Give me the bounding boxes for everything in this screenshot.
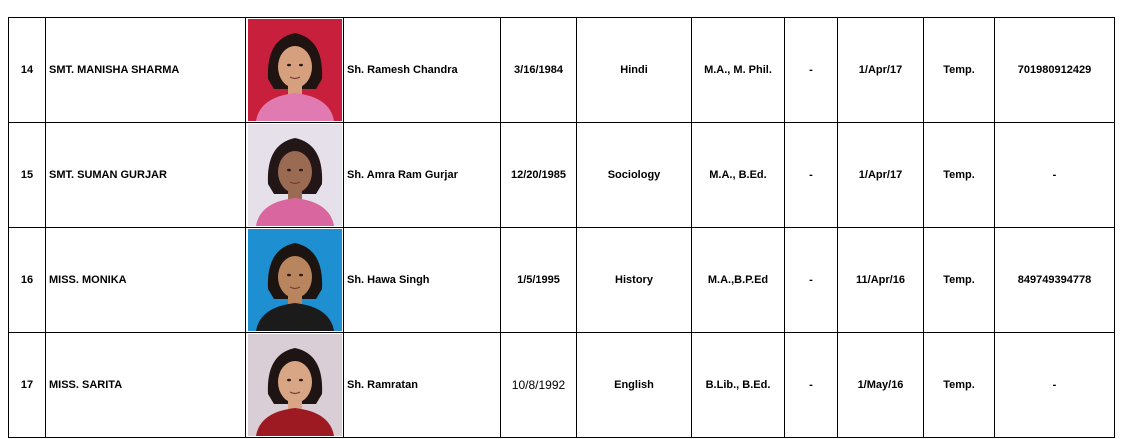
table-row [9,123,1115,228]
id-number-cell: 849749394778 [995,228,1115,333]
father-name-cell: Sh. Ramesh Chandra [344,18,501,123]
staff-photo [248,19,342,121]
subject-cell: Sociology [577,123,692,228]
blank-cell: - [785,228,838,333]
status-cell: Temp. [924,123,995,228]
qualification-cell: B.Lib., B.Ed. [692,333,785,438]
name-cell: SMT. SUMAN GURJAR [46,123,246,228]
dob-cell: 10/8/1992 [501,333,577,438]
joining-date-cell: 1/May/16 [838,333,924,438]
blank-cell: - [785,18,838,123]
blank-cell: - [785,123,838,228]
staff-table [8,17,1115,438]
staff-photo [248,334,342,436]
dob-cell: 1/5/1995 [501,228,577,333]
table-row [9,333,1115,438]
status-cell: Temp. [924,228,995,333]
id-number-cell: 701980912429 [995,18,1115,123]
serial-number-cell: 16 [9,228,46,333]
qualification-cell: M.A.,B.P.Ed [692,228,785,333]
staff-photo [248,124,342,226]
qualification-cell: M.A., M. Phil. [692,18,785,123]
subject-cell: Hindi [577,18,692,123]
staff-table-body [9,18,1115,438]
joining-date-cell: 1/Apr/17 [838,18,924,123]
dob-cell: 3/16/1984 [501,18,577,123]
photo-cell [246,228,344,333]
father-name-cell: Sh. Ramratan [344,333,501,438]
serial-number-cell: 17 [9,333,46,438]
subject-cell: English [577,333,692,438]
subject-cell: History [577,228,692,333]
id-number-cell: - [995,123,1115,228]
table-row [9,18,1115,123]
photo-cell [246,333,344,438]
photo-cell [246,123,344,228]
photo-cell [246,18,344,123]
status-cell: Temp. [924,18,995,123]
id-number-cell: - [995,333,1115,438]
name-cell: SMT. MANISHA SHARMA [46,18,246,123]
name-cell: MISS. MONIKA [46,228,246,333]
joining-date-cell: 1/Apr/17 [838,123,924,228]
father-name-cell: Sh. Hawa Singh [344,228,501,333]
father-name-cell: Sh. Amra Ram Gurjar [344,123,501,228]
joining-date-cell: 11/Apr/16 [838,228,924,333]
staff-photo [248,229,342,331]
qualification-cell: M.A., B.Ed. [692,123,785,228]
status-cell: Temp. [924,333,995,438]
blank-cell: - [785,333,838,438]
name-cell: MISS. SARITA [46,333,246,438]
table-row [9,228,1115,333]
dob-cell: 12/20/1985 [501,123,577,228]
serial-number-cell: 15 [9,123,46,228]
serial-number-cell: 14 [9,18,46,123]
